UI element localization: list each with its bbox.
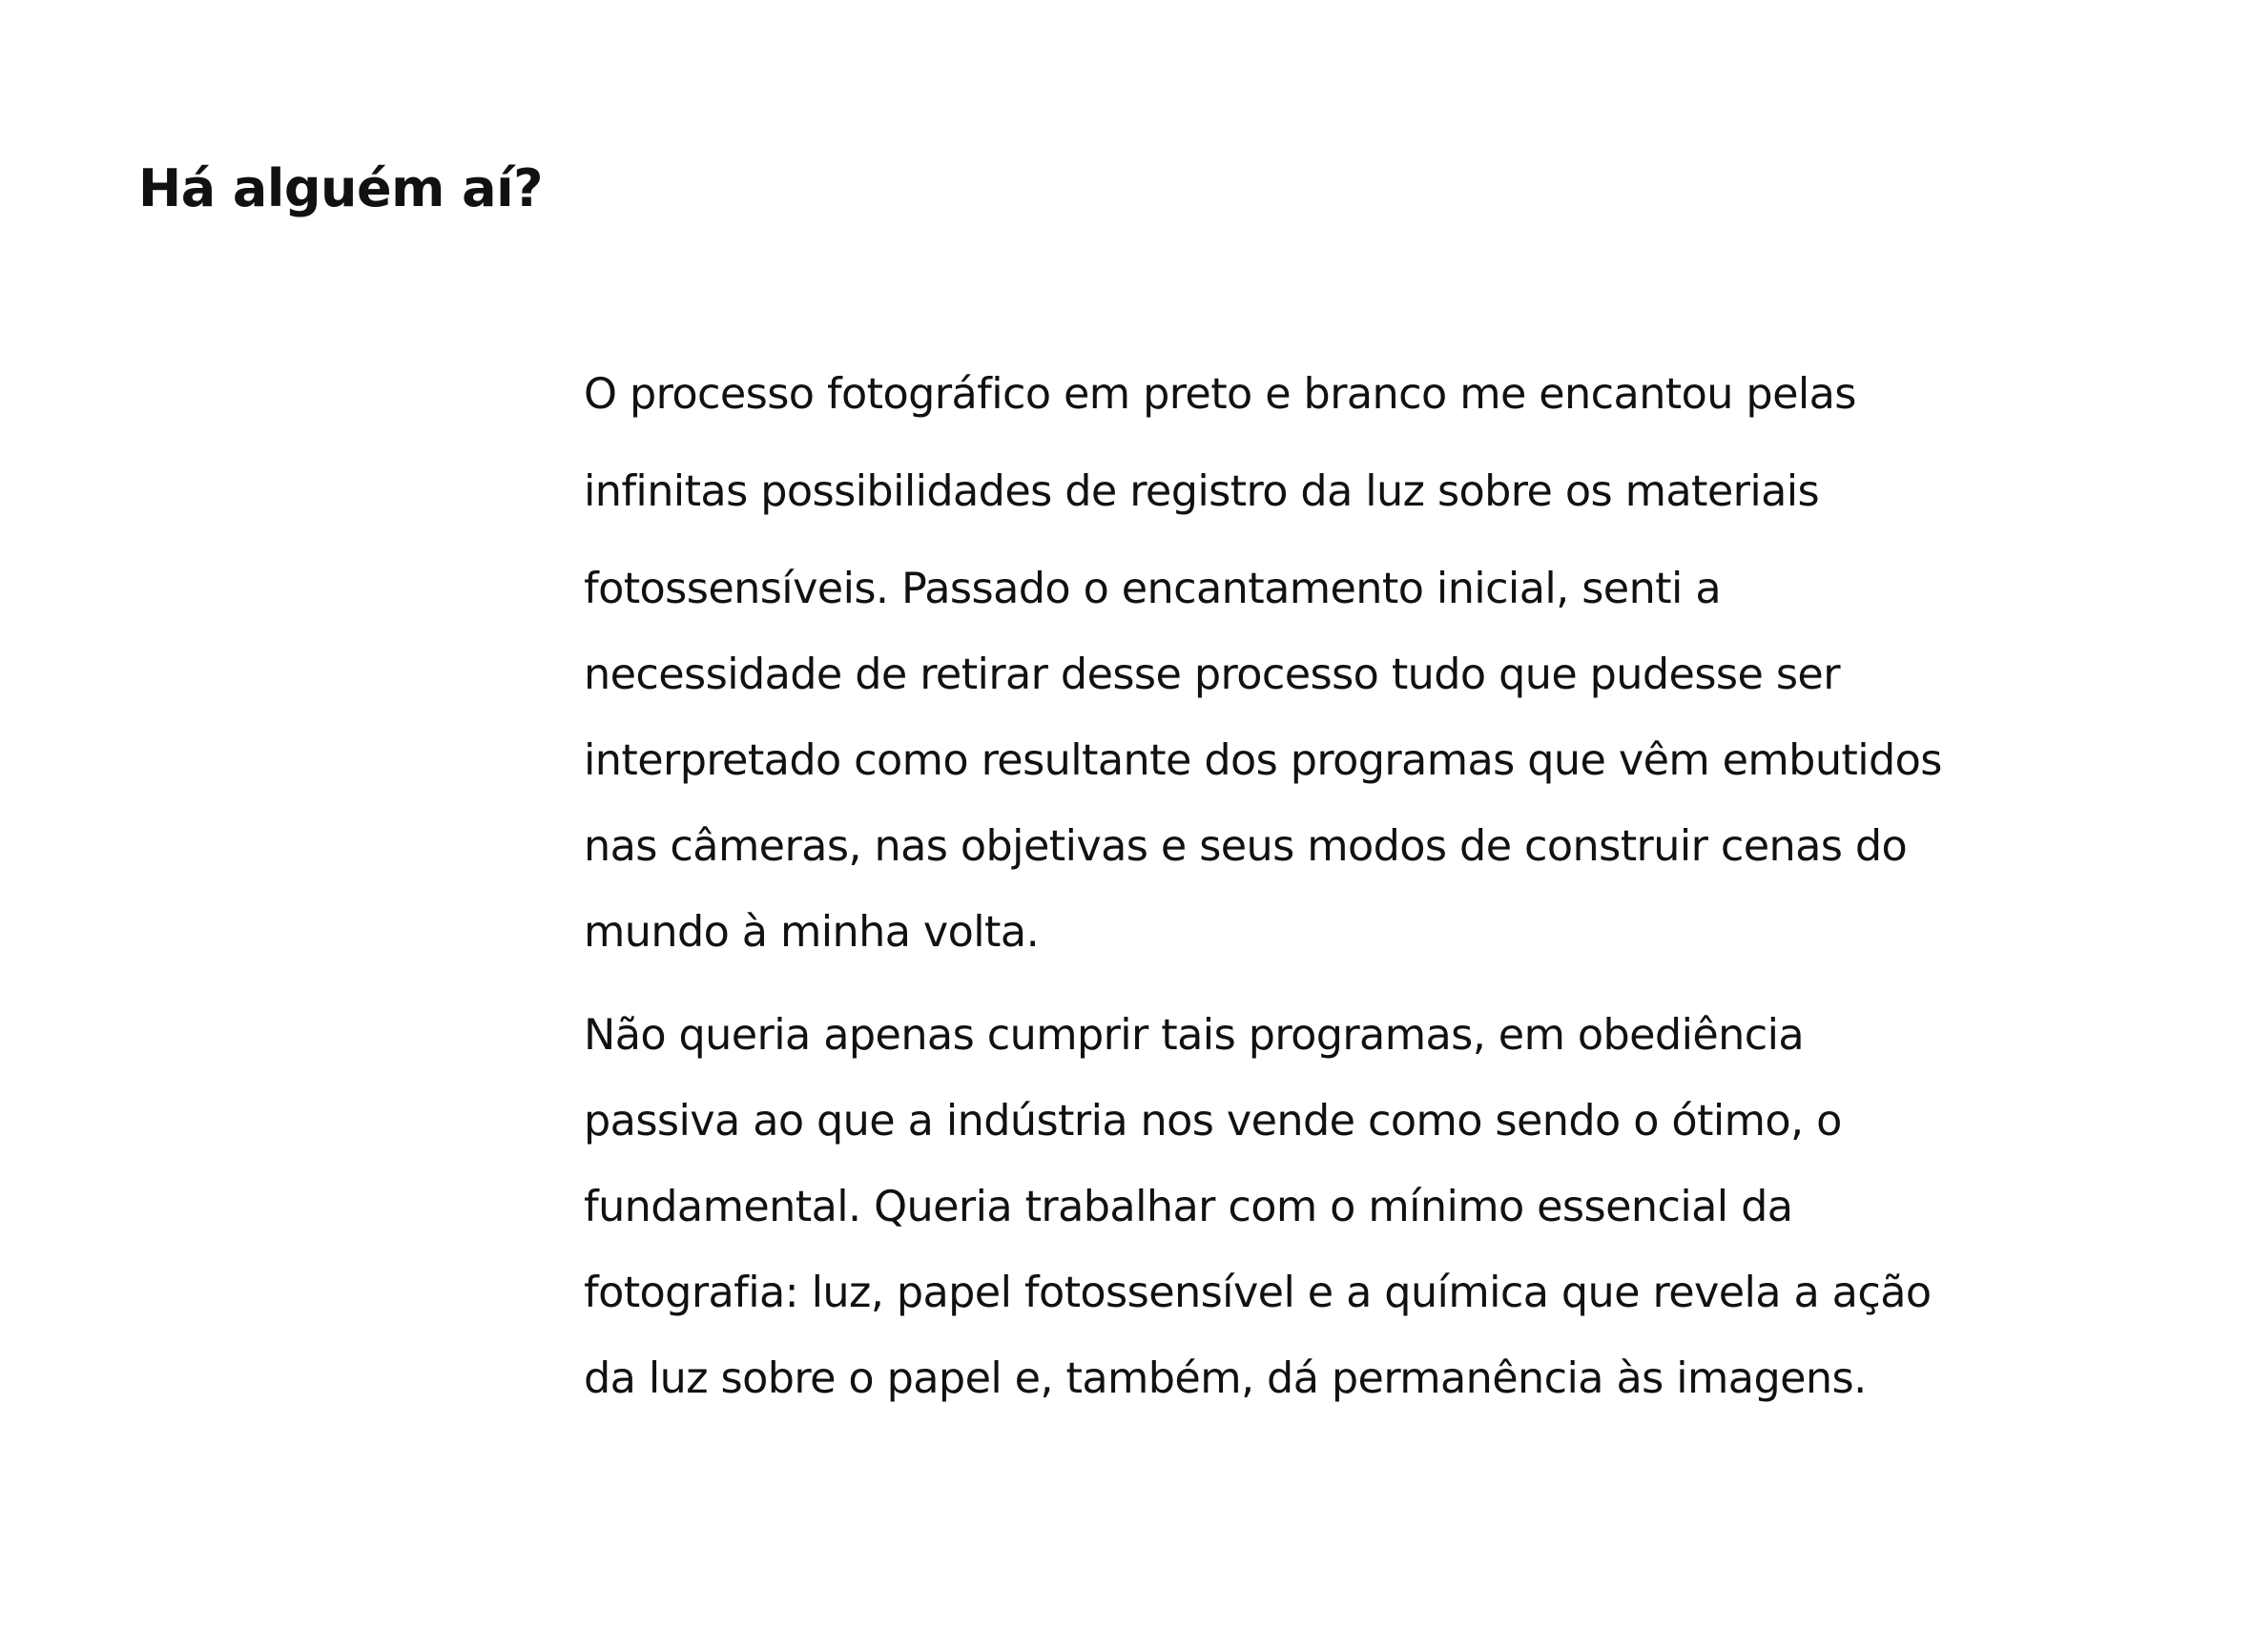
text-line: necessidade de retirar desse processo tudo que pudesse ser (584, 650, 1840, 699)
text-line: infinitas possibilidades de registro da luz sobre os materiais (584, 467, 1820, 516)
text-line: fotossensíveis. Passado o encantamento inicial, senti a (584, 565, 1722, 613)
text-line: interpretado como resultante dos programas que vêm embutidos (584, 736, 1942, 785)
text-line: Não queria apenas cumprir tais programas, em obediência (584, 1011, 1805, 1060)
text-line: O processo fotográfico em preto e branco me encantou pelas (584, 370, 1856, 419)
text-line: passiva ao que a indústria nos vende como sendo o ótimo, o (584, 1097, 1842, 1146)
text-line: fotografia: luz, papel fotossensível e a química que revela a ação (584, 1269, 1932, 1317)
page-title: Há alguém aí? (138, 158, 543, 218)
text-line: nas câmeras, nas objetivas e seus modos de construir cenas do (584, 822, 1908, 871)
text-line: fundamental. Queria trabalhar com o mínimo essencial da (584, 1183, 1793, 1231)
text-line: mundo à minha volta. (584, 908, 1040, 957)
text-line: da luz sobre o papel e, também, dá permanência às imagens. (584, 1354, 1867, 1403)
